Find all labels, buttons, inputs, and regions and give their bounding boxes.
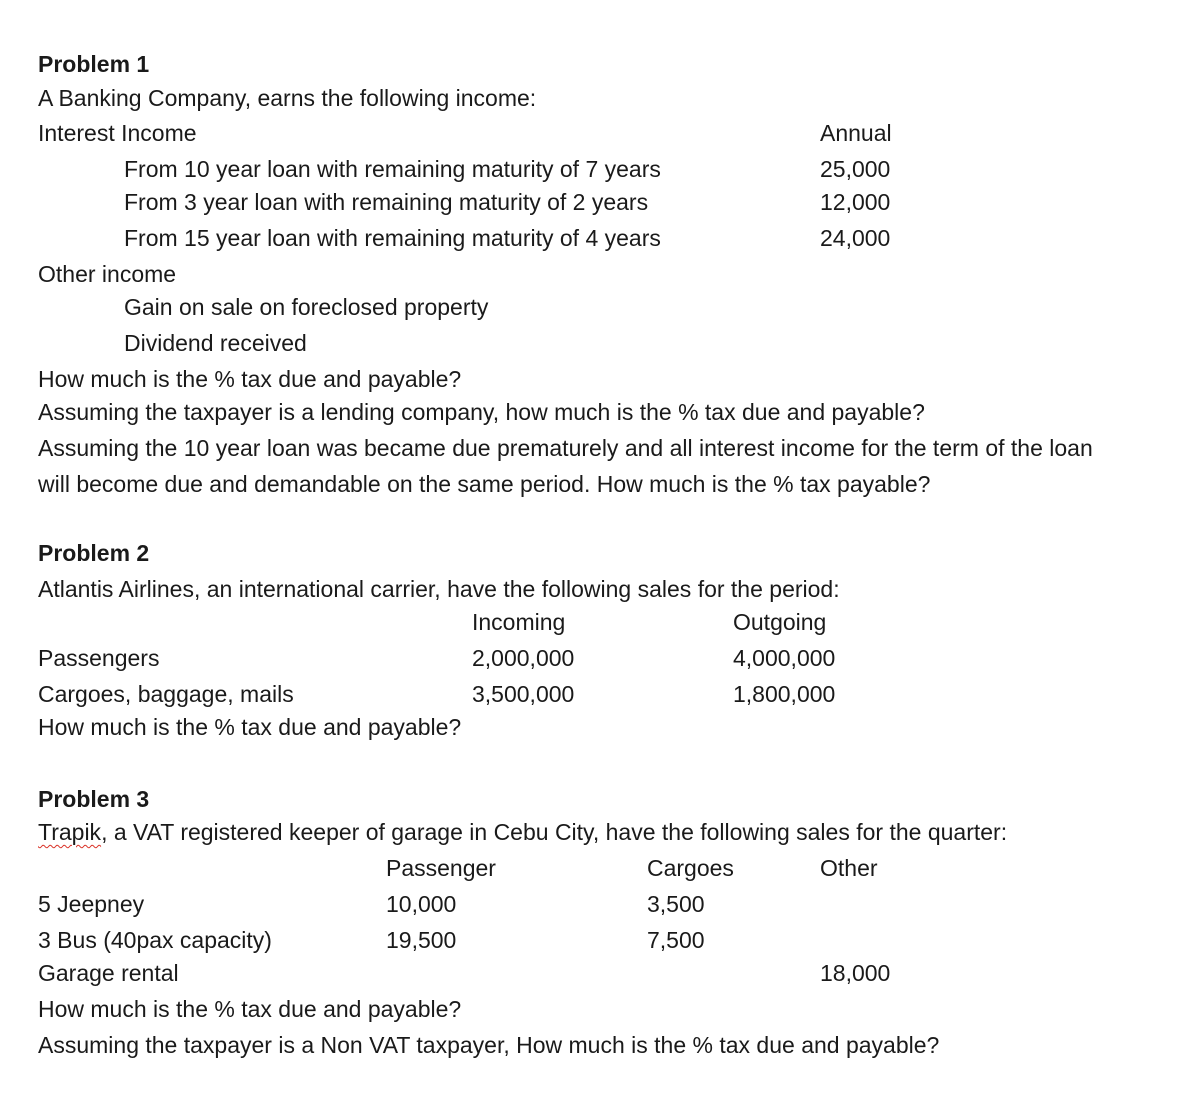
problem-1-question: will become due and demandable on the same period. How much is the % tax payable? — [38, 471, 931, 497]
loan-amount: 24,000 — [820, 225, 891, 251]
problem-3-question: Assuming the taxpayer is a Non VAT taxpayer, How much is the % tax due and payable? — [38, 1032, 940, 1058]
outgoing-value: 4,000,000 — [733, 645, 836, 671]
vehicle-row-label: 3 Bus (40pax capacity) — [38, 927, 272, 953]
other-value: 18,000 — [820, 960, 891, 986]
annual-column-header: Annual — [820, 120, 892, 146]
incoming-column-header: Incoming — [472, 609, 566, 635]
loan-label: From 15 year loan with remaining maturity of 4 years — [124, 225, 661, 251]
loan-label: From 10 year loan with remaining maturity of 7 years — [124, 156, 661, 182]
problem-1-question: Assuming the 10 year loan was became due prematurely and all interest income for the term of the loan — [38, 435, 1093, 461]
other-income-item: Dividend received — [124, 330, 307, 356]
other-column-header: Other — [820, 855, 878, 881]
problem-3-intro-text: , a VAT registered keeper of garage in Cebu City, have the following sales for the quarter: — [101, 819, 1008, 845]
passenger-column-header: Passenger — [386, 855, 496, 881]
sales-row-label: Cargoes, baggage, mails — [38, 681, 294, 707]
problem-3-heading: Problem 3 — [38, 786, 150, 812]
outgoing-column-header: Outgoing — [733, 609, 827, 635]
interest-income-label: Interest Income — [38, 120, 197, 146]
incoming-value: 3,500,000 — [472, 681, 575, 707]
problem-2-intro: Atlantis Airlines, an international carrier, have the following sales for the period: — [38, 576, 840, 602]
garage-rental-label: Garage rental — [38, 960, 179, 986]
outgoing-value: 1,800,000 — [733, 681, 836, 707]
passenger-value: 19,500 — [386, 927, 457, 953]
problem-3-question: How much is the % tax due and payable? — [38, 996, 462, 1022]
problem-1-intro: A Banking Company, earns the following income: — [38, 85, 537, 111]
spellcheck-flagged-word: Trapik — [38, 819, 102, 845]
vehicle-row-label: 5 Jeepney — [38, 891, 145, 917]
incoming-value: 2,000,000 — [472, 645, 575, 671]
loan-amount: 12,000 — [820, 189, 891, 215]
other-income-label: Other income — [38, 261, 177, 287]
loan-amount: 25,000 — [820, 156, 891, 182]
other-income-item: Gain on sale on foreclosed property — [124, 294, 489, 320]
cargoes-value: 7,500 — [647, 927, 705, 953]
cargoes-column-header: Cargoes — [647, 855, 734, 881]
problem-3-intro — [38, 817, 1007, 847]
loan-label: From 3 year loan with remaining maturity of 2 years — [124, 189, 649, 215]
cargoes-value: 3,500 — [647, 891, 705, 917]
problem-2-heading: Problem 2 — [38, 540, 150, 566]
problem-1-question: How much is the % tax due and payable? — [38, 366, 462, 392]
passenger-value: 10,000 — [386, 891, 457, 917]
sales-row-label: Passengers — [38, 645, 160, 671]
problem-1-question: Assuming the taxpayer is a lending company, how much is the % tax due and payable? — [38, 399, 925, 425]
problem-1-heading: Problem 1 — [38, 51, 150, 77]
problem-2-question: How much is the % tax due and payable? — [38, 714, 462, 740]
